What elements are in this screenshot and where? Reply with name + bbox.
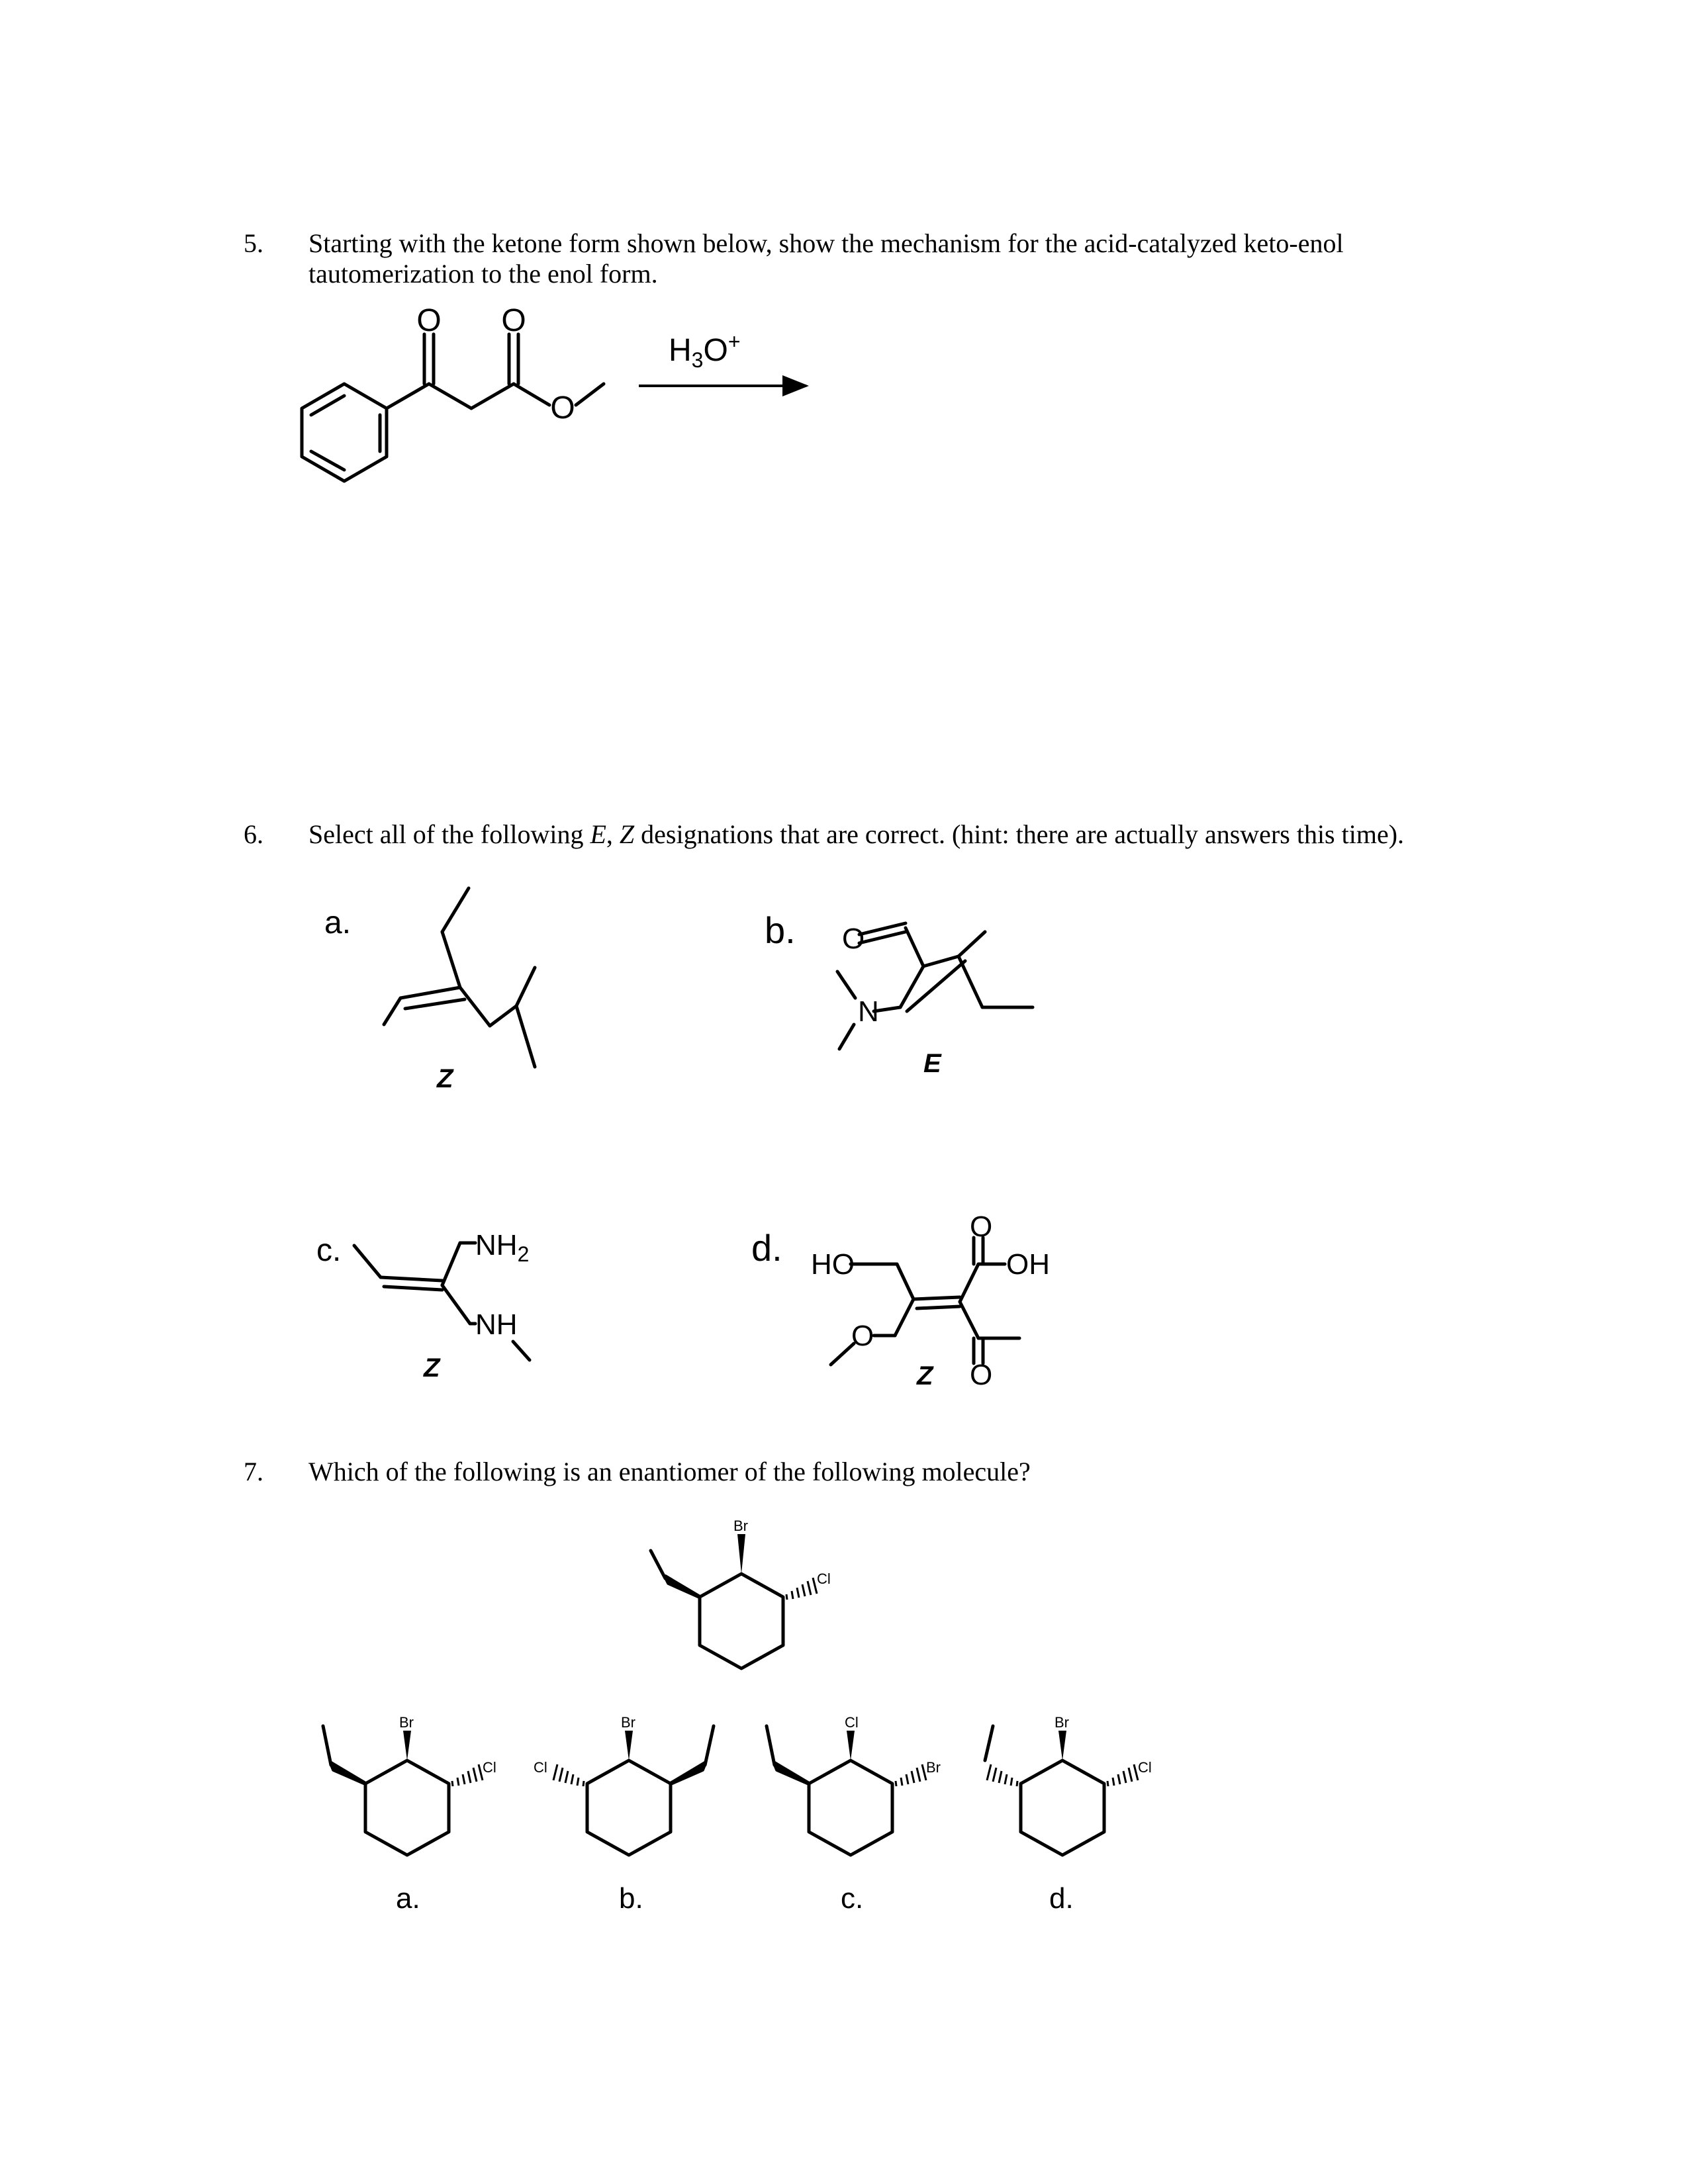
question-number: 6. bbox=[244, 819, 263, 849]
q5-reagent-main: H bbox=[669, 333, 692, 368]
q5-atom-o1: O bbox=[416, 303, 442, 338]
q7-reference-wedge-br bbox=[737, 1534, 745, 1574]
q7c-label: c. bbox=[841, 1882, 864, 1915]
q6b-label: b. bbox=[765, 909, 796, 951]
q7-reference-hash-cl bbox=[786, 1578, 817, 1600]
q6d-atom-oh: OH bbox=[1006, 1248, 1050, 1281]
question-number: 5. bbox=[244, 228, 263, 258]
q7d-structure bbox=[985, 1726, 1104, 1855]
q5-reagent bbox=[669, 330, 741, 372]
q7b-wedge-br bbox=[625, 1731, 633, 1760]
q7a-label: a. bbox=[396, 1882, 420, 1915]
q7c-hash-br bbox=[896, 1764, 926, 1786]
q7b-atom-cl: Cl bbox=[534, 1759, 547, 1776]
question-text-line1: Starting with the ketone form shown below, show the mechanism for the acid-catalyzed keto-enol bbox=[308, 228, 1344, 258]
q7b-atom-br: Br bbox=[621, 1714, 635, 1731]
q6c-atom-nh: NH bbox=[475, 1229, 518, 1261]
z-italic: Z bbox=[619, 819, 635, 849]
q6d-atom-o-acetyl: O bbox=[970, 1359, 993, 1391]
q6a-label: a. bbox=[324, 905, 352, 940]
q6d-designation: Z bbox=[917, 1361, 933, 1390]
q6b-atom-n: N bbox=[858, 995, 879, 1028]
q6d-atom-o-ether: O bbox=[851, 1320, 874, 1352]
q6c-atom-nh-amine: NH bbox=[475, 1308, 518, 1341]
q7b-hash-cl bbox=[553, 1764, 584, 1786]
q7d-wedge-br bbox=[1058, 1731, 1066, 1760]
q5-reagent-sup: + bbox=[727, 330, 741, 353]
q7-reference-atom-cl: Cl bbox=[817, 1570, 831, 1587]
q7a-atom-br: Br bbox=[399, 1714, 414, 1731]
q7a-hash-cl bbox=[452, 1764, 483, 1786]
q5-atom-o3: O bbox=[550, 390, 575, 426]
question-text-pre: Select all of the following bbox=[308, 819, 590, 849]
question-text-line2: tautomerization to the enol form. bbox=[308, 259, 658, 289]
q7a-wedge-ethyl bbox=[331, 1763, 365, 1784]
q6d-atom-ho: HO bbox=[811, 1248, 855, 1281]
q7c-atom-cl: Cl bbox=[845, 1714, 859, 1731]
q6c-designation: Z bbox=[424, 1353, 440, 1383]
q6d-label: d. bbox=[751, 1227, 782, 1269]
q7d-atom-cl: Cl bbox=[1138, 1759, 1152, 1776]
q7-reference-atom-br: Br bbox=[733, 1518, 748, 1534]
q7b-wedge-ethyl bbox=[671, 1763, 705, 1784]
question-number: 7. bbox=[244, 1457, 263, 1486]
q6b-atom-o: O bbox=[842, 923, 865, 955]
q7a-wedge-br bbox=[403, 1731, 411, 1760]
q5-reagent-sub: 3 bbox=[691, 348, 704, 372]
q7d-hash-ethyl bbox=[987, 1764, 1017, 1786]
q6c-atom-nh2 bbox=[475, 1229, 529, 1266]
q7d-atom-br: Br bbox=[1055, 1714, 1069, 1731]
q7-reference-wedge-ethyl bbox=[665, 1576, 700, 1597]
q6c-label: c. bbox=[316, 1233, 342, 1268]
q7c-wedge-cl bbox=[847, 1731, 855, 1760]
q6d-atom-o-ketone: O bbox=[970, 1210, 993, 1243]
e-italic: E bbox=[590, 819, 606, 849]
q6a-structure bbox=[384, 888, 535, 1067]
q6b-structure bbox=[837, 923, 1033, 1049]
q6c-atom-sub2: 2 bbox=[517, 1242, 530, 1266]
question-text: Which of the following is an enantiomer of the following molecule? bbox=[308, 1457, 1031, 1486]
q7-reference-structure bbox=[651, 1551, 783, 1668]
q7a-atom-cl: Cl bbox=[483, 1759, 496, 1776]
q7c-atom-br: Br bbox=[926, 1759, 941, 1776]
q7b-label: b. bbox=[619, 1882, 643, 1915]
q7b-structure bbox=[587, 1726, 714, 1855]
question-text-comma: , bbox=[606, 819, 620, 849]
q6a-designation: Z bbox=[437, 1064, 453, 1093]
q7a-structure bbox=[323, 1726, 449, 1855]
q5-atom-o2: O bbox=[501, 303, 526, 338]
q7c-wedge-ethyl bbox=[774, 1763, 809, 1784]
q7d-hash-cl bbox=[1107, 1764, 1138, 1786]
q7c-structure bbox=[767, 1726, 892, 1855]
q7d-label: d. bbox=[1049, 1882, 1074, 1915]
q5-reagent-tail: O bbox=[703, 333, 728, 368]
question-text-post: designations that are correct. (hint: there are actually answers this time). bbox=[634, 819, 1405, 849]
q6b-designation: E bbox=[923, 1049, 941, 1078]
